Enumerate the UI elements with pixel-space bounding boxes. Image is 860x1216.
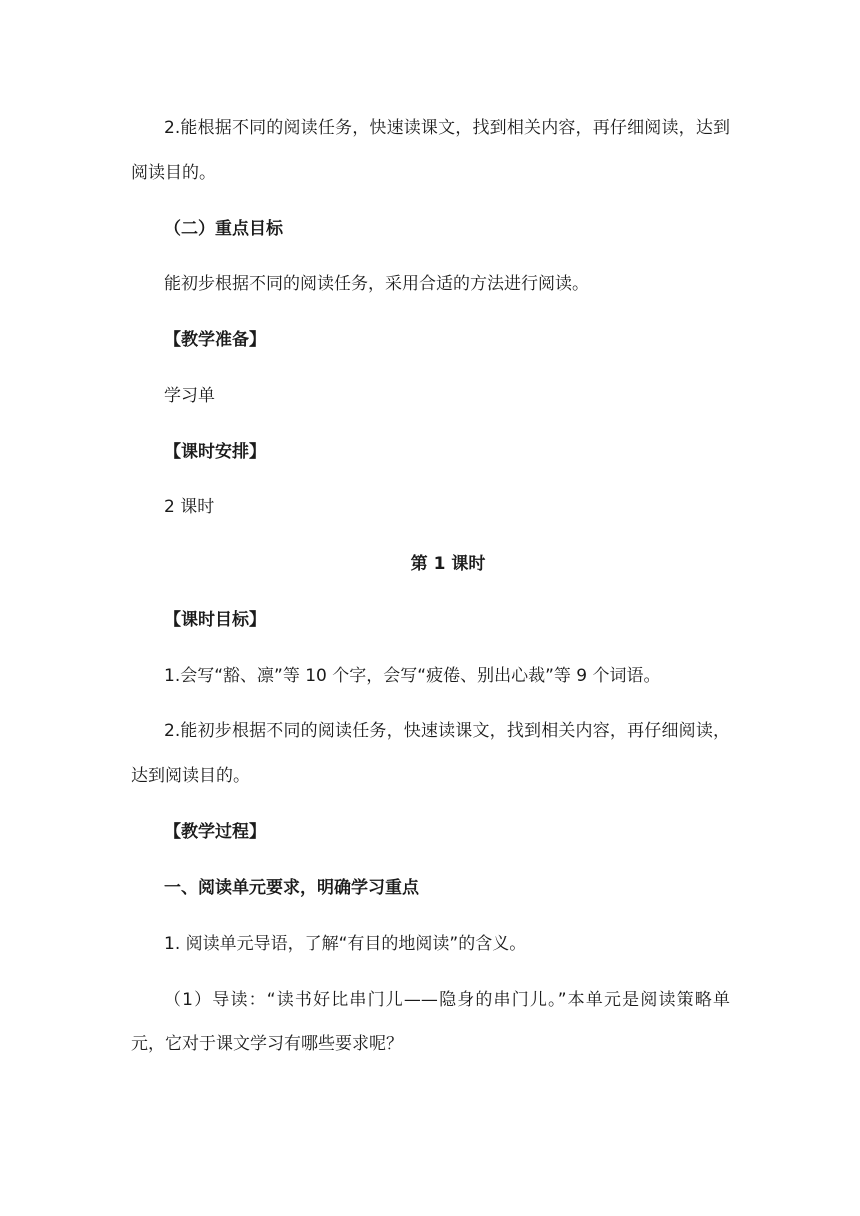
- lesson-objectives-heading: 【课时目标】: [164, 610, 266, 630]
- lesson-objective-2-line-2: 达到阅读目的。: [131, 766, 250, 786]
- class-schedule-heading: 【课时安排】: [164, 442, 266, 462]
- step-1-text: 1. 阅读单元导语，了解“有目的地阅读”的含义。: [164, 934, 527, 954]
- guided-reading-line-1: （1）导读：“读书好比串门儿——隐身的串门儿。”本单元是阅读策略单: [164, 990, 730, 1010]
- section-1-heading: 一、阅读单元要求，明确学习重点: [164, 878, 419, 898]
- key-objective-text: 能初步根据不同的阅读任务，采用合适的方法进行阅读。: [164, 274, 589, 294]
- class-schedule-text: 2 课时: [164, 497, 215, 517]
- teaching-process-heading: 【教学过程】: [164, 822, 266, 842]
- lesson-objective-2-line-1: 2.能初步根据不同的阅读任务，快速读课文，找到相关内容，再仔细阅读，: [164, 721, 730, 741]
- objective-2-line-1: 2.能根据不同的阅读任务，快速读课文，找到相关内容，再仔细阅读，达到: [164, 118, 730, 138]
- guided-reading-line-2: 元，它对于课文学习有哪些要求呢？: [131, 1034, 403, 1054]
- objective-2-line-2: 阅读目的。: [131, 163, 216, 183]
- key-objective-heading: （二）重点目标: [164, 219, 283, 239]
- teaching-preparation-text: 学习单: [164, 386, 215, 406]
- lesson-objective-1: 1.会写“豁、凛”等 10 个字，会写“疲倦、别出心裁”等 9 个词语。: [164, 666, 661, 686]
- teaching-preparation-heading: 【教学准备】: [164, 330, 266, 350]
- lesson-1-title: 第 1 课时: [410, 554, 486, 574]
